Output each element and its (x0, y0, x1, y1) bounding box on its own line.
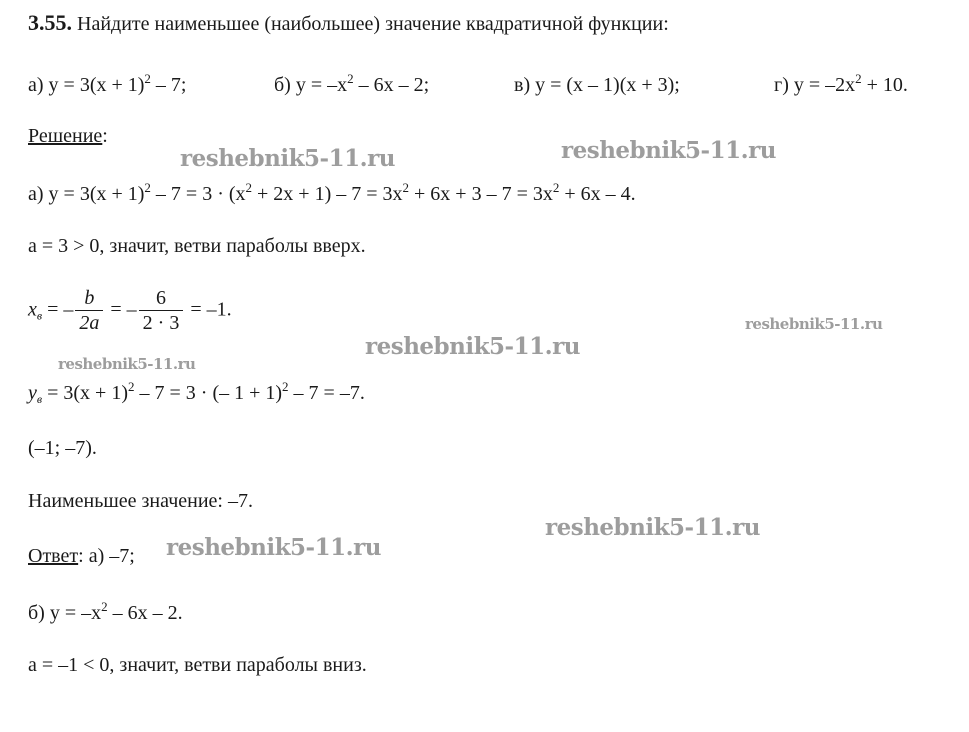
solution-b-branches: a = –1 < 0, значит, ветви параболы вниз. (28, 654, 367, 676)
vertex-x-formula: $x_в$ = – $\frac{b}{2a}$ = – $\frac{6}{2 \cdot 3}$ = –1. (28, 287, 232, 334)
variants-line (28, 72, 908, 95)
problem-header (28, 12, 669, 34)
fraction-b-over-2a: $\frac{b}{2a}$ (75, 288, 103, 334)
min-value-line: Наименьшее значение: –7. (28, 490, 253, 512)
watermark: reshebnik5-11.ru (365, 333, 580, 360)
solution-b-function: б) $y = -x^2 - 6x - 2$. (28, 599, 183, 624)
solution-label: Решение (28, 125, 103, 147)
watermark: reshebnik5-11.ru (545, 514, 760, 541)
answer-label: Ответ (28, 545, 79, 567)
variant-c: в) y = (x – 1)(x + 3); (514, 74, 680, 96)
answer-line (28, 546, 135, 566)
watermark: reshebnik5-11.ru (166, 534, 381, 561)
problem-number: 3.55. (28, 10, 72, 35)
solution-a-expansion: а) $y = 3(x + 1)^2 - 7 = 3 \cdot (x^2 + 2x + 1) - 7 = 3x^2 + 6x + 3 - 7 = 3x^2 + 6x - 4$. (28, 180, 636, 205)
variant-a: а) $y = 3(x + 1)^2 - 7$; (28, 71, 187, 96)
vertex-point: (–1; –7). (28, 437, 97, 459)
vertex-y-formula: $y_в = 3(x + 1)^2 - 7 = 3$ · (– 1 + 1)$^2$ – 7 = –7. (28, 379, 365, 406)
watermark: reshebnik5-11.ru (180, 145, 395, 172)
variant-d: г) $y = -2x^2 + 10$. (774, 71, 908, 96)
solution-heading: Решение: (28, 125, 108, 147)
answer-value: : а) –7; (78, 545, 135, 567)
fraction-6-over-2x3: $\frac{6}{2 \cdot 3}$ (139, 288, 184, 334)
watermark: reshebnik5-11.ru (561, 137, 776, 164)
problem-statement: Найдите наименьшее (наибольшее) значение квадратичной функции: (77, 13, 669, 35)
watermark: reshebnik5-11.ru (745, 315, 883, 333)
variant-b: б) $y = -x^2 - 6x - 2$; (274, 71, 430, 96)
watermark: reshebnik5-11.ru (58, 355, 196, 373)
solution-a-branches: a = 3 > 0, значит, ветви параболы вверх. (28, 235, 366, 257)
